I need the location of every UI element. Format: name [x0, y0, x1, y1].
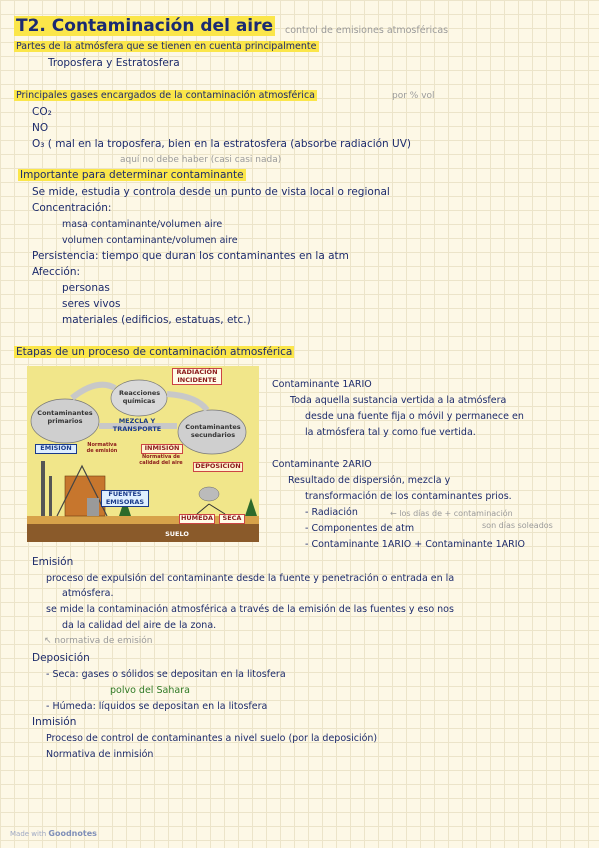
deposicion-seca-ex: polvo del Sahara	[110, 685, 190, 696]
title-note: control de emisiones atmosféricas	[285, 25, 449, 36]
afeccion-label: Afección:	[32, 266, 81, 278]
fuentes-label: FUENTES EMISORAS	[101, 490, 149, 507]
primario-line: Toda aquella sustancia vertida a la atmósfera	[290, 395, 507, 406]
inmision-line2: Normativa de inmisión	[46, 749, 154, 760]
gas-no: NO	[32, 122, 49, 134]
gas-o3: O₃ ( mal en la troposfera, bien en la estratosfera (absorbe radiación UV)	[32, 138, 412, 150]
emision-line: atmósfera.	[62, 588, 114, 599]
norm-emision-label: Normativa de emisión	[86, 442, 118, 454]
secundarios-label: Contaminantes secundarios	[185, 423, 241, 439]
gases-sub: aquí no debe haber (casi casi nada)	[120, 155, 282, 165]
deposicion-seca: - Seca: gases o sólidos se depositan en la litosfera	[46, 669, 286, 680]
concentracion-label: Concentración:	[32, 202, 112, 214]
emision-heading: Emisión	[32, 556, 74, 568]
emision-note: ↖ normativa de emisión	[44, 636, 153, 646]
secundario-line: Resultado de dispersión, mezcla y	[288, 475, 451, 486]
emision-line: proceso de expulsión del contaminante desde la fuente y penetración o entrada en la	[46, 573, 455, 584]
secundario-note1: ← los días de + contaminación	[390, 509, 513, 518]
suelo-label: SUELO	[165, 530, 189, 538]
primario-line: la atmósfera tal y como fue vertida.	[305, 427, 476, 438]
primario-heading: Contaminante 1ARIO	[272, 379, 372, 390]
contamination-diagram	[27, 366, 259, 542]
mezcla-label: MEZCLA Y TRANSPORTE	[112, 417, 162, 433]
importante-line1: Se mide, estudia y controla desde un punto de vista local o regional	[32, 186, 390, 198]
concentracion-1: masa contaminante/volumen aire	[62, 219, 223, 230]
norm-calidad-label: Normativa de calidad del aire	[139, 454, 183, 466]
deposicion-label: DEPOSICIÓN	[193, 462, 243, 472]
afeccion-item: personas	[62, 282, 110, 294]
emision-line: da la calidad del aire de la zona.	[62, 620, 217, 631]
etapas-heading: Etapas de un proceso de contaminación atmosférica	[16, 346, 293, 358]
primario-line: desde una fuente fija o móvil y permanece en	[305, 411, 524, 422]
emision-line: se mide la contaminación atmosférica a través de la emisión de las fuentes y eso nos	[46, 604, 454, 615]
afeccion-item: seres vivos	[62, 298, 121, 310]
inmision-line1: Proceso de control de contaminantes a nivel suelo (por la deposición)	[46, 733, 378, 744]
page-title: T2. Contaminación del aire	[16, 16, 274, 36]
emision-label: EMISIÓN	[35, 444, 77, 454]
inmision-heading: Inmisión	[32, 716, 77, 728]
persistencia: Persistencia: tiempo que duran los contaminantes en la atm	[32, 250, 349, 262]
gases-note: por % vol	[392, 91, 435, 101]
deposicion-heading: Deposición	[32, 652, 90, 664]
inmision-label: INMISIÓN	[141, 444, 183, 454]
radiacion-label: RADIACIÓN INCIDENTE	[172, 368, 222, 385]
primarios-label: Contaminantes primarios	[37, 409, 93, 425]
importante-heading: Importante para determinar contaminante	[20, 169, 244, 181]
humeda-label: HÚMEDA	[180, 514, 214, 522]
secundario-line: transformación de los contaminantes prios.	[305, 491, 512, 502]
partes-item: Troposfera y Estratosfera	[48, 57, 180, 69]
concentracion-2: volumen contaminante/volumen aire	[62, 235, 238, 246]
footer-watermark: Made with Goodnotes	[10, 829, 97, 838]
secundario-item: - Contaminante 1ARIO + Contaminante 1ARIO	[305, 539, 526, 550]
arrow-up-icon: ↖	[44, 636, 55, 646]
seca-label: SECA	[219, 514, 245, 524]
secundario-item: - Componentes de atm	[305, 523, 415, 534]
secundario-note2: son días soleados	[482, 521, 553, 530]
partes-heading: Partes de la atmósfera que se tienen en cuenta principalmente	[16, 41, 317, 52]
gases-heading: Principales gases encargados de la contaminación atmosférica	[16, 90, 315, 101]
gas-co2: CO₂	[32, 106, 52, 118]
deposicion-humeda: - Húmeda: líquidos se depositan en la litosfera	[46, 701, 268, 712]
secundario-item: - Radiación	[305, 507, 358, 518]
secundario-heading: Contaminante 2ARIO	[272, 459, 372, 470]
reacciones-label: Reacciones químicas	[119, 389, 161, 405]
afeccion-item: materiales (edificios, estatuas, etc.)	[62, 314, 251, 326]
